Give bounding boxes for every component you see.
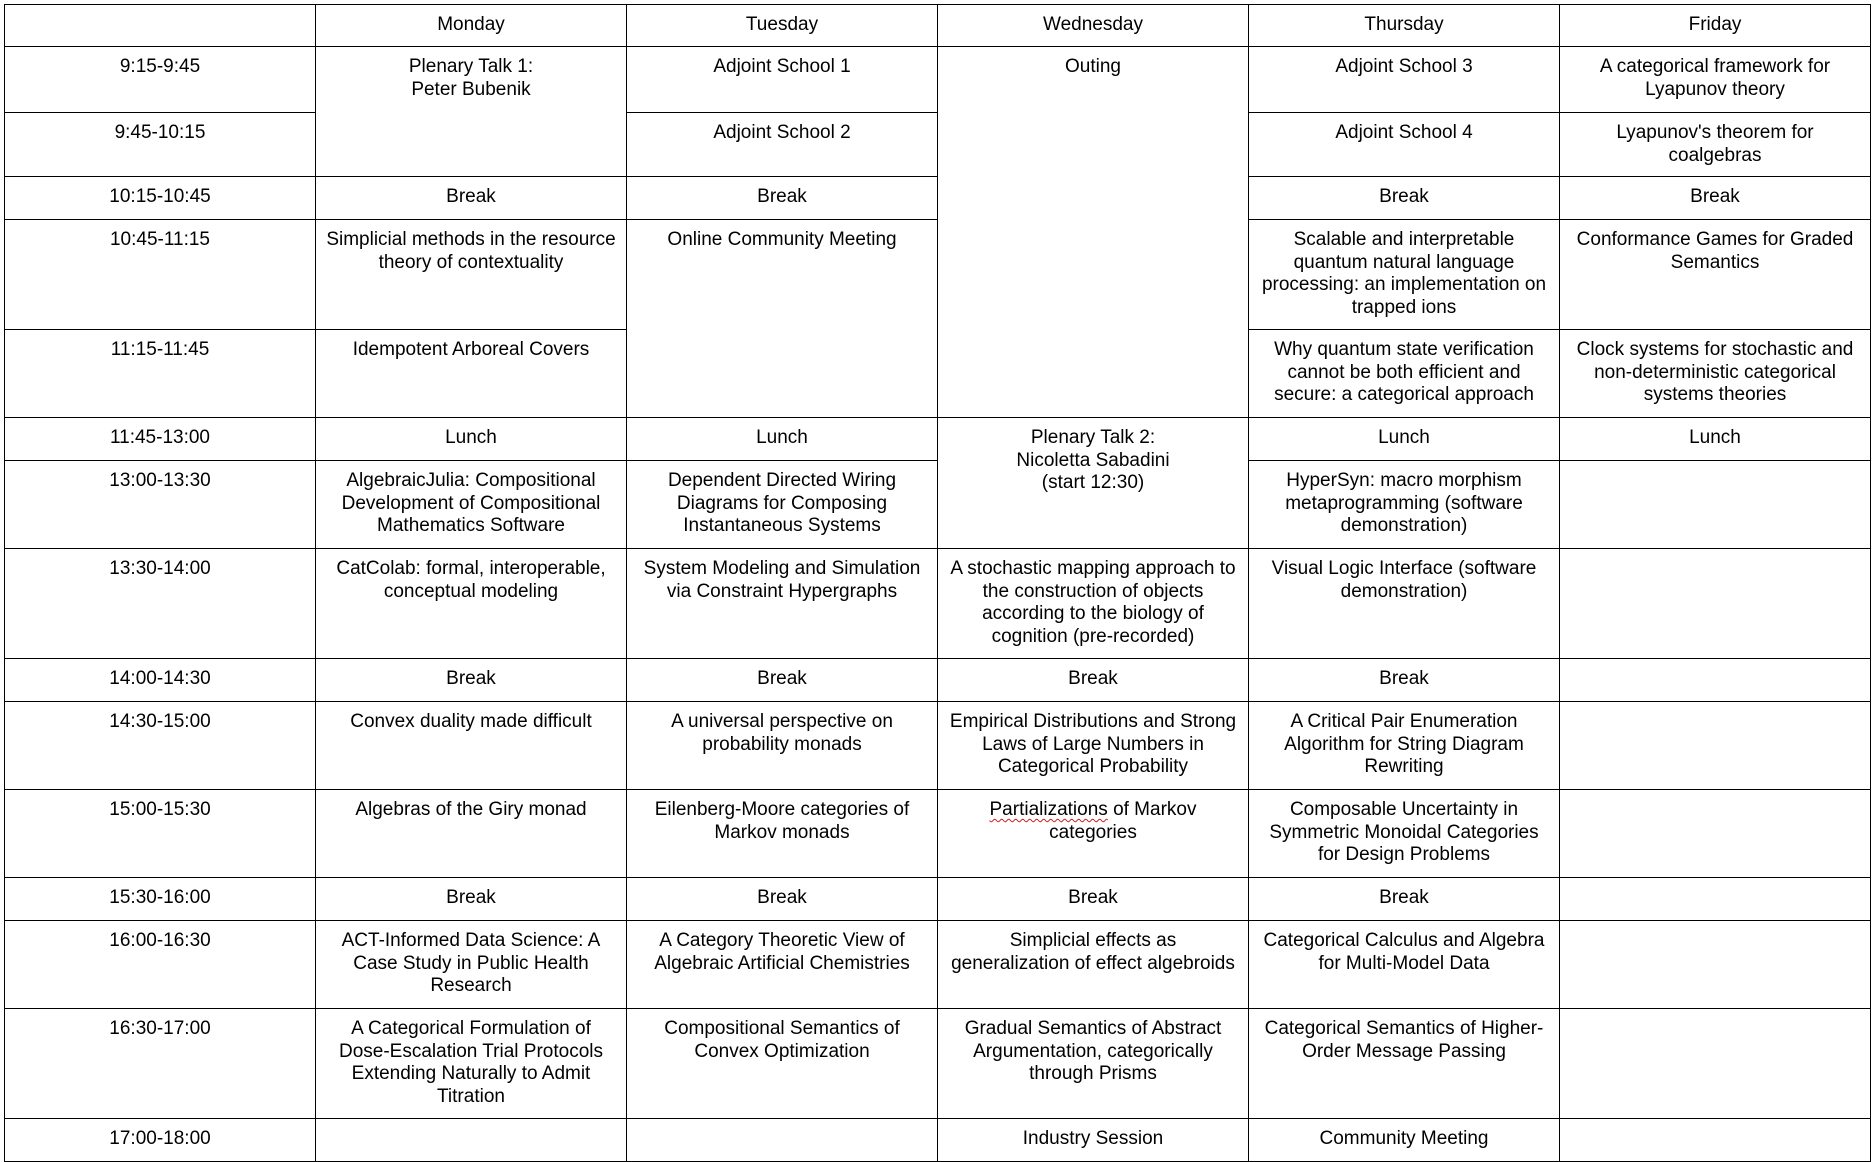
session-cell-tuesday: Adjoint School 1 [627,47,938,113]
session-cell-thursday: Visual Logic Interface (software demonstration) [1249,549,1560,659]
session-cell-thursday: Break [1249,659,1560,702]
session-title-rest: of Markov categories [1049,799,1197,843]
session-cell-thursday: Scalable and interpretable quantum natural language processing: an implementation on trapped ions [1249,220,1560,330]
time-cell: 11:15-11:45 [5,330,316,418]
session-cell-thursday: Categorical Semantics of Higher-Order Message Passing [1249,1009,1560,1119]
session-cell-monday: Break [316,659,627,702]
session-cell-thursday: A Critical Pair Enumeration Algorithm for String Diagram Rewriting [1249,702,1560,790]
session-cell-thursday: Community Meeting [1249,1119,1560,1162]
spellcheck-underlined-word: Partializations [989,799,1108,820]
schedule-row [5,549,1871,659]
session-cell-friday [1560,549,1871,659]
session-cell-monday: Lunch [316,418,627,461]
day-header-wednesday: Wednesday [938,5,1249,47]
schedule-table [4,4,1871,1162]
session-cell-monday: Simplicial methods in the resource theory of contextuality [316,220,627,330]
time-cell: 15:00-15:30 [5,790,316,878]
day-header-monday: Monday [316,5,627,47]
session-cell-tuesday: System Modeling and Simulation via Constraint Hypergraphs [627,549,938,659]
schedule-row [5,878,1871,921]
session-cell-friday [1560,461,1871,549]
session-cell-friday: Conformance Games for Graded Semantics [1560,220,1871,330]
session-cell-monday: Break [316,177,627,220]
session-cell-tuesday: Online Community Meeting [627,220,938,418]
session-cell-friday [1560,659,1871,702]
session-cell-friday [1560,702,1871,790]
session-cell-thursday: Lunch [1249,418,1560,461]
schedule-row [5,418,1871,461]
session-cell-friday [1560,790,1871,878]
session-cell-wednesday: Gradual Semantics of Abstract Argumentation, categorically through Prisms [938,1009,1249,1119]
session-cell-monday: Break [316,878,627,921]
time-cell: 16:30-17:00 [5,1009,316,1119]
session-cell-thursday: Why quantum state verification cannot be both efficient and secure: a categorical approach [1249,330,1560,418]
session-cell-tuesday: A Category Theoretic View of Algebraic Artificial Chemistries [627,921,938,1009]
session-cell-wednesday [938,418,1249,549]
session-cell-tuesday: Adjoint School 2 [627,113,938,177]
session-cell-tuesday: Break [627,659,938,702]
session-cell-tuesday: Break [627,878,938,921]
session-cell-wednesday: Outing [938,47,1249,418]
session-cell-thursday: Break [1249,878,1560,921]
plenary-title: Plenary Talk 1: [408,56,534,77]
session-cell-wednesday [938,790,1249,878]
time-cell: 13:30-14:00 [5,549,316,659]
time-cell: 14:30-15:00 [5,702,316,790]
session-cell-friday: Clock systems for stochastic and non-deterministic categorical systems theories [1560,330,1871,418]
plenary-title: Plenary Talk 2: [1030,427,1156,448]
schedule-row [5,1119,1871,1162]
session-cell-thursday: Adjoint School 4 [1249,113,1560,177]
session-cell-thursday: HyperSyn: macro morphism metaprogramming (software demonstration) [1249,461,1560,549]
day-header-thursday: Thursday [1249,5,1560,47]
session-cell-monday: ACT-Informed Data Science: A Case Study in Public Health Research [316,921,627,1009]
time-cell: 11:45-13:00 [5,418,316,461]
schedule-row [5,921,1871,1009]
time-cell: 16:00-16:30 [5,921,316,1009]
session-cell-monday [316,1119,627,1162]
session-cell-tuesday: Break [627,177,938,220]
session-cell-wednesday: Break [938,878,1249,921]
session-cell-thursday: Categorical Calculus and Algebra for Multi-Model Data [1249,921,1560,1009]
schedule-row [5,1009,1871,1119]
time-cell: 10:45-11:15 [5,220,316,330]
session-cell-friday [1560,878,1871,921]
session-cell-monday: CatColab: formal, interoperable, conceptual modeling [316,549,627,659]
session-cell-friday: Lunch [1560,418,1871,461]
plenary-speaker: Nicoletta Sabadini [1016,449,1170,471]
time-cell: 13:00-13:30 [5,461,316,549]
session-cell-monday: Algebras of the Giry monad [316,790,627,878]
session-cell-friday [1560,921,1871,1009]
schedule-row [5,790,1871,878]
session-cell-wednesday: Empirical Distributions and Strong Laws of Large Numbers in Categorical Probability [938,702,1249,790]
session-cell-tuesday: Lunch [627,418,938,461]
time-cell: 14:00-14:30 [5,659,316,702]
plenary-speaker: Peter Bubenik [411,78,531,100]
session-cell-wednesday: A stochastic mapping approach to the construction of objects according to the biology of cognition (pre-recorded) [938,549,1249,659]
session-cell-monday: A Categorical Formulation of Dose-Escalation Trial Protocols Extending Naturally to Admit Titration [316,1009,627,1119]
time-cell: 10:15-10:45 [5,177,316,220]
session-cell-friday [1560,1119,1871,1162]
schedule-row [5,702,1871,790]
session-cell-thursday: Break [1249,177,1560,220]
schedule-row [5,659,1871,702]
time-cell: 17:00-18:00 [5,1119,316,1162]
session-cell-friday: Lyapunov's theorem for coalgebras [1560,113,1871,177]
corner-cell [5,5,316,47]
session-cell-monday: Convex duality made difficult [316,702,627,790]
session-cell-thursday: Adjoint School 3 [1249,47,1560,113]
session-cell-wednesday: Simplicial effects as generalization of effect algebroids [938,921,1249,1009]
day-header-tuesday: Tuesday [627,5,938,47]
session-cell-thursday: Composable Uncertainty in Symmetric Monoidal Categories for Design Problems [1249,790,1560,878]
session-cell-monday [316,47,627,177]
session-cell-friday [1560,1009,1871,1119]
session-cell-tuesday: Dependent Directed Wiring Diagrams for Composing Instantaneous Systems [627,461,938,549]
session-cell-monday: Idempotent Arboreal Covers [316,330,627,418]
session-cell-tuesday [627,1119,938,1162]
session-cell-monday: AlgebraicJulia: Compositional Development of Compositional Mathematics Software [316,461,627,549]
day-header-friday: Friday [1560,5,1871,47]
schedule-row [5,47,1871,113]
time-cell: 9:45-10:15 [5,113,316,177]
session-cell-friday: Break [1560,177,1871,220]
plenary-start-note: (start 12:30) [1041,472,1145,493]
session-cell-tuesday: A universal perspective on probability monads [627,702,938,790]
session-cell-friday: A categorical framework for Lyapunov theory [1560,47,1871,113]
session-cell-wednesday: Break [938,659,1249,702]
session-cell-tuesday: Compositional Semantics of Convex Optimization [627,1009,938,1119]
time-cell: 15:30-16:00 [5,878,316,921]
session-cell-wednesday: Industry Session [938,1119,1249,1162]
session-cell-tuesday: Eilenberg-Moore categories of Markov monads [627,790,938,878]
header-row [5,5,1871,47]
time-cell: 9:15-9:45 [5,47,316,113]
